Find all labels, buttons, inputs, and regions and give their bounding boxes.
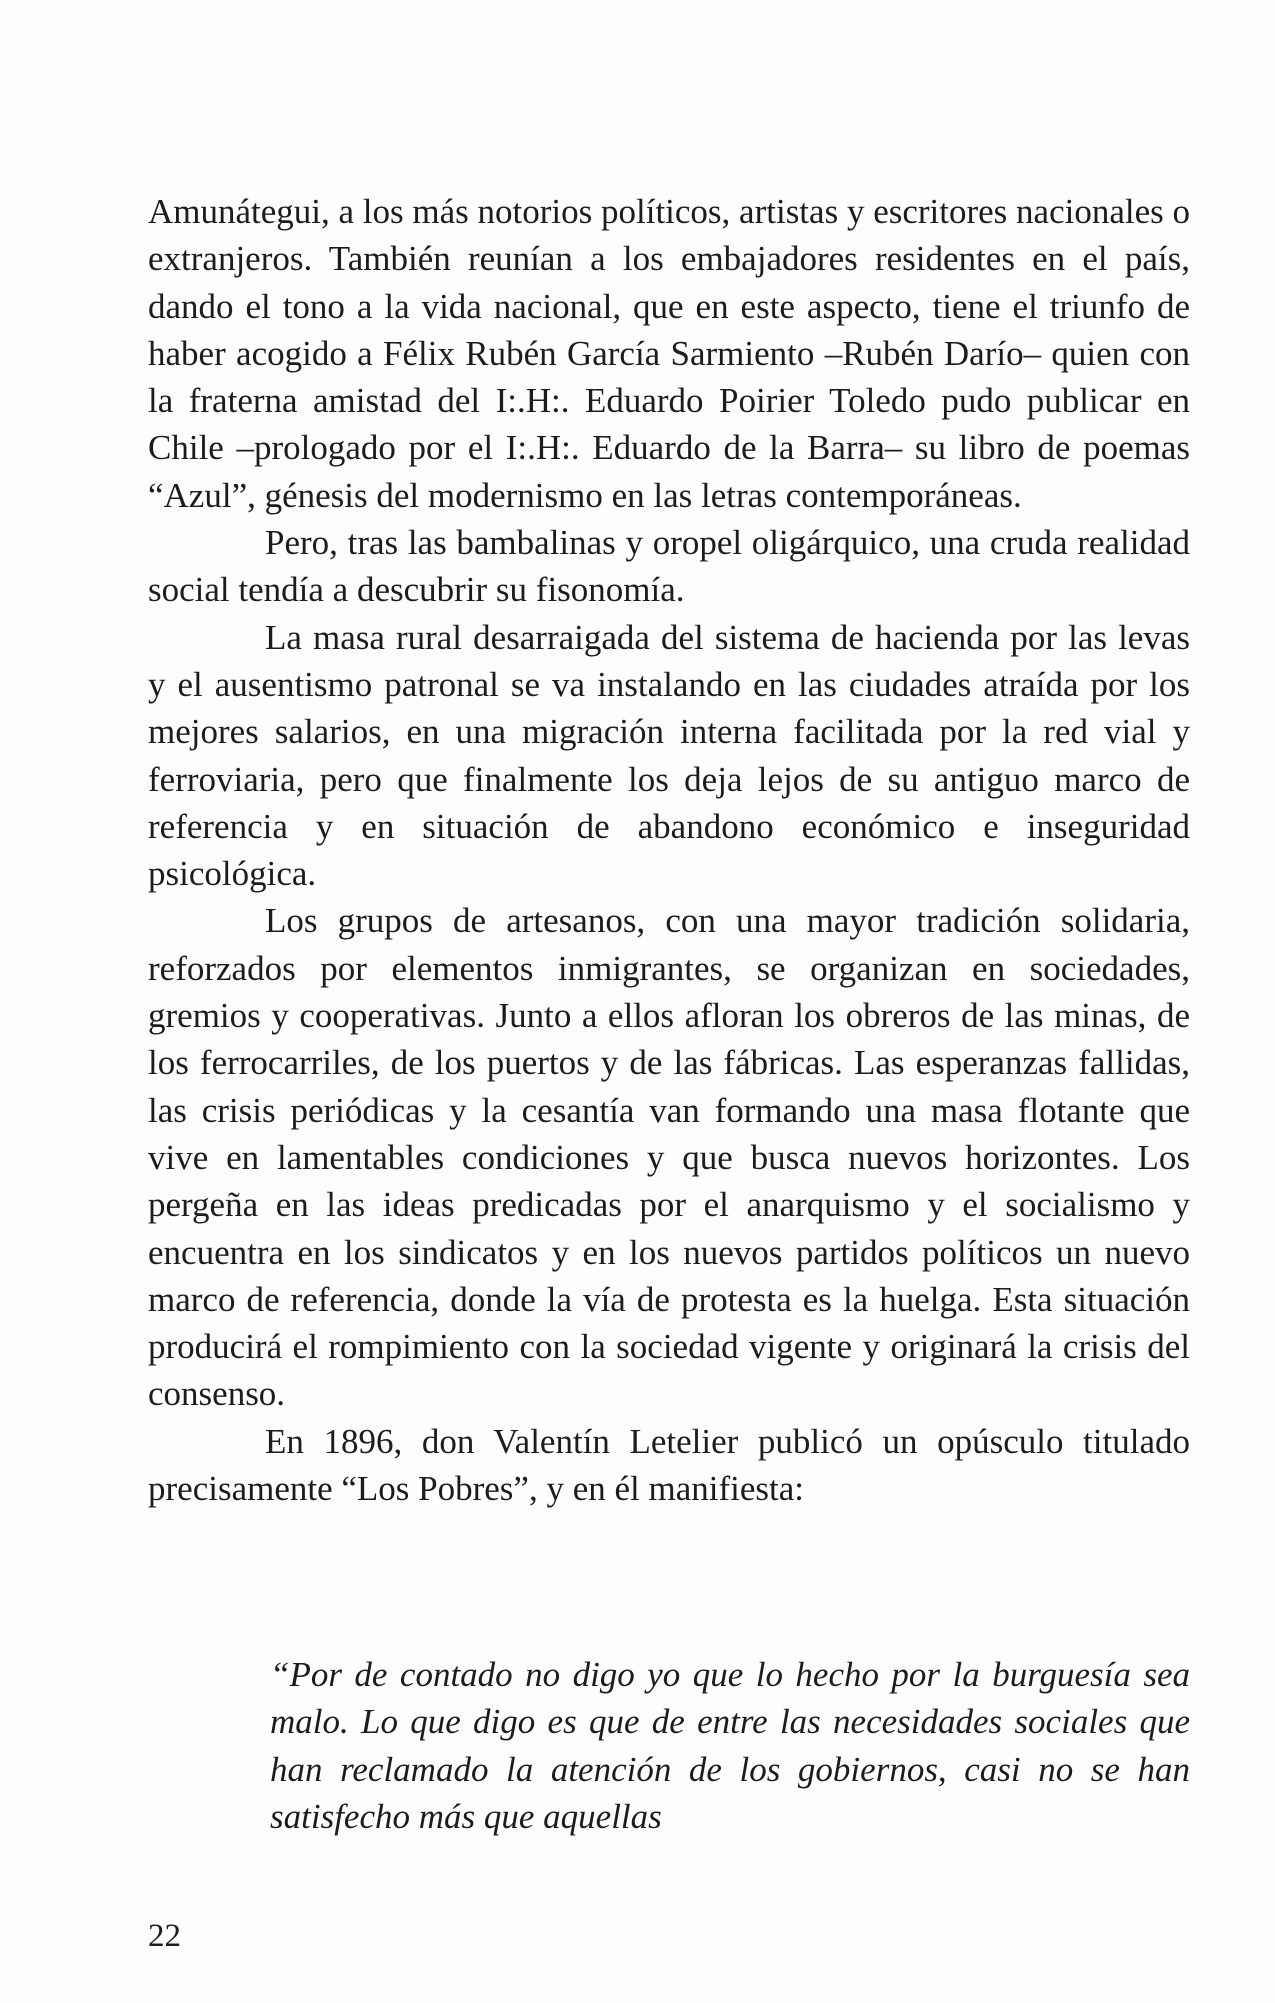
paragraph-3: La masa rural desarraigada del sistema de hacienda por las levas y el ausentismo patronal se va instalando en las ciudades atraída por los mejores salarios, en una migración interna facilitada por la red vial y ferroviaria, pero que finalmente los deja lejos de su antiguo marco de referencia y en situación de abandono económico e inseguridad psicológica. — [148, 617, 1190, 894]
paragraph-4: Los grupos de artesanos, con una mayor tradición solidaria, reforzados por elementos inmigrantes, se organizan en sociedades, gremios y cooperativas. Junto a ellos afloran los obreros de las minas, de los ferrocarriles, de los puertos y de las fábricas. Las esperanzas fallidas, las crisis periódicas y la cesantía van formando una masa flotante que vive en lamentables condiciones y que busca nuevos horizontes. Los pergeña en las ideas predicadas por el anarquismo y el socialismo y encuentra en los sindicatos y en los nuevos partidos políticos un nuevo marco de referencia, donde la vía de protesta es la huelga. Esta situación producirá el rompimiento con la sociedad vigente y originará la crisis del consenso. — [148, 901, 1190, 1414]
page-number: 22 — [148, 1918, 181, 1954]
paragraph-5: En 1896, don Valentín Letelier publicó un opúsculo titulado precisamente “Los Pobres”, y en él manifiesta: — [148, 1421, 1190, 1509]
block-quote — [270, 1651, 1190, 1840]
quote-text: “Por de contado no digo yo que lo hecho por la burguesía sea malo. Lo que digo es que de entre las necesidades sociales que han reclamado la atención de los gobiernos, casi no se han satisfecho más que aquellas — [270, 1655, 1190, 1836]
paragraph-2: Pero, tras las bambalinas y oropel oligárquico, una cruda realidad social tendía a descubrir su fisonomía. — [148, 523, 1190, 610]
body-text — [148, 188, 1190, 1512]
paragraph-1: Amunátegui, a los más notorios políticos, artistas y escritores nacionales o extranjeros. También reunían a los embajadores residentes en el país, dando el tono a la vida nacional, que en este aspecto, tiene el triunfo de haber acogido a Félix Rubén García Sarmiento –Rubén Darío– quien con la fraterna amistad del I:.H:. Eduardo Poirier Toledo pudo publicar en Chile –prologado por el I:.H:. Eduardo de la Barra– su libro de poemas “Azul”, génesis del modernismo en las letras contemporáneas. — [148, 192, 1191, 515]
